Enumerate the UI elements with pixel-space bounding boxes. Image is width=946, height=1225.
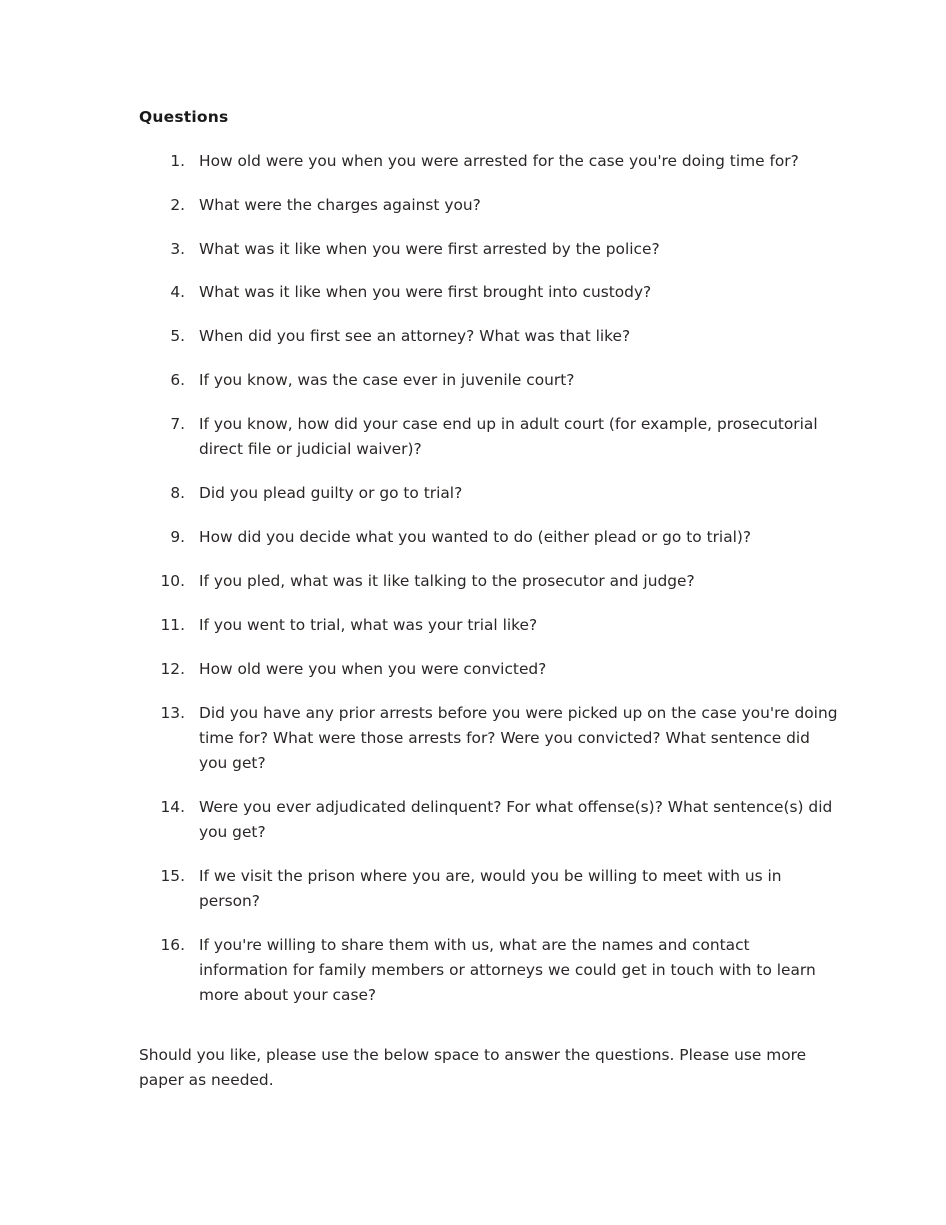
list-item-number: 13. (160, 703, 185, 722)
list-item (139, 657, 839, 682)
list-item (139, 193, 839, 218)
list-item (139, 280, 839, 305)
list-item-number: 14. (160, 797, 185, 816)
page-title: Questions (139, 108, 229, 126)
list-item (139, 864, 839, 914)
list-item-text: What was it like when you were first brought into custody? (199, 283, 652, 302)
list-item (139, 324, 839, 349)
list-item (139, 613, 839, 638)
list-item-text: Did you plead guilty or go to trial? (199, 484, 463, 503)
list-item (139, 795, 839, 845)
list-item (139, 701, 839, 776)
list-item (139, 933, 839, 1008)
list-item-number: 1. (170, 151, 185, 170)
list-item-number: 12. (160, 660, 185, 679)
list-item-text: Were you ever adjudicated delinquent? For what offense(s)? What sentence(s) did you get? (199, 797, 833, 841)
list-item-text: If we visit the prison where you are, would you be willing to meet with us in person? (199, 866, 782, 910)
footer-note: Should you like, please use the below space to answer the questions. Please use more paper as needed. (139, 1046, 807, 1089)
list-item-text: If you know, was the case ever in juvenile court? (199, 371, 575, 390)
list-item-text: If you know, how did your case end up in adult court (for example, prosecutorial direct file or judicial waiver)? (199, 415, 818, 459)
list-item-number: 9. (170, 528, 185, 547)
list-item-number: 3. (170, 239, 185, 258)
list-item-text: Did you have any prior arrests before you were picked up on the case you're doing time for? What were those arrests for? Were you convicted? What sentence did you get? (199, 703, 838, 772)
list-item-text: What were the charges against you? (199, 195, 481, 214)
document-body (139, 108, 839, 1027)
list-item-text: If you're willing to share them with us, what are the names and contact information for family members or attorneys we could get in touch with to learn more about your case? (199, 935, 816, 1004)
list-item-text: If you went to trial, what was your trial like? (199, 616, 538, 635)
list-item (139, 237, 839, 262)
list-item-number: 5. (170, 327, 185, 346)
list-item-number: 10. (160, 572, 185, 591)
list-item-number: 8. (170, 484, 185, 503)
list-item-text: How did you decide what you wanted to do (either plead or go to trial)? (199, 528, 752, 547)
list-item-text: How old were you when you were arrested for the case you're doing time for? (199, 151, 799, 170)
list-item (139, 368, 839, 393)
list-item-number: 11. (160, 616, 185, 635)
list-item-text: If you pled, what was it like talking to the prosecutor and judge? (199, 572, 695, 591)
list-item-number: 4. (170, 283, 185, 302)
list-item (139, 525, 839, 550)
list-item-number: 7. (170, 415, 185, 434)
list-item-number: 2. (170, 195, 185, 214)
list-item-text: What was it like when you were first arrested by the police? (199, 239, 660, 258)
list-item-text: How old were you when you were convicted? (199, 660, 547, 679)
list-item-number: 15. (160, 866, 185, 885)
list-item (139, 569, 839, 594)
list-item-number: 6. (170, 371, 185, 390)
list-item (139, 149, 839, 174)
list-item (139, 481, 839, 506)
list-item-text: When did you first see an attorney? What was that like? (199, 327, 631, 346)
questions-list (139, 149, 839, 1008)
list-item (139, 412, 839, 462)
list-item-number: 16. (160, 935, 185, 954)
